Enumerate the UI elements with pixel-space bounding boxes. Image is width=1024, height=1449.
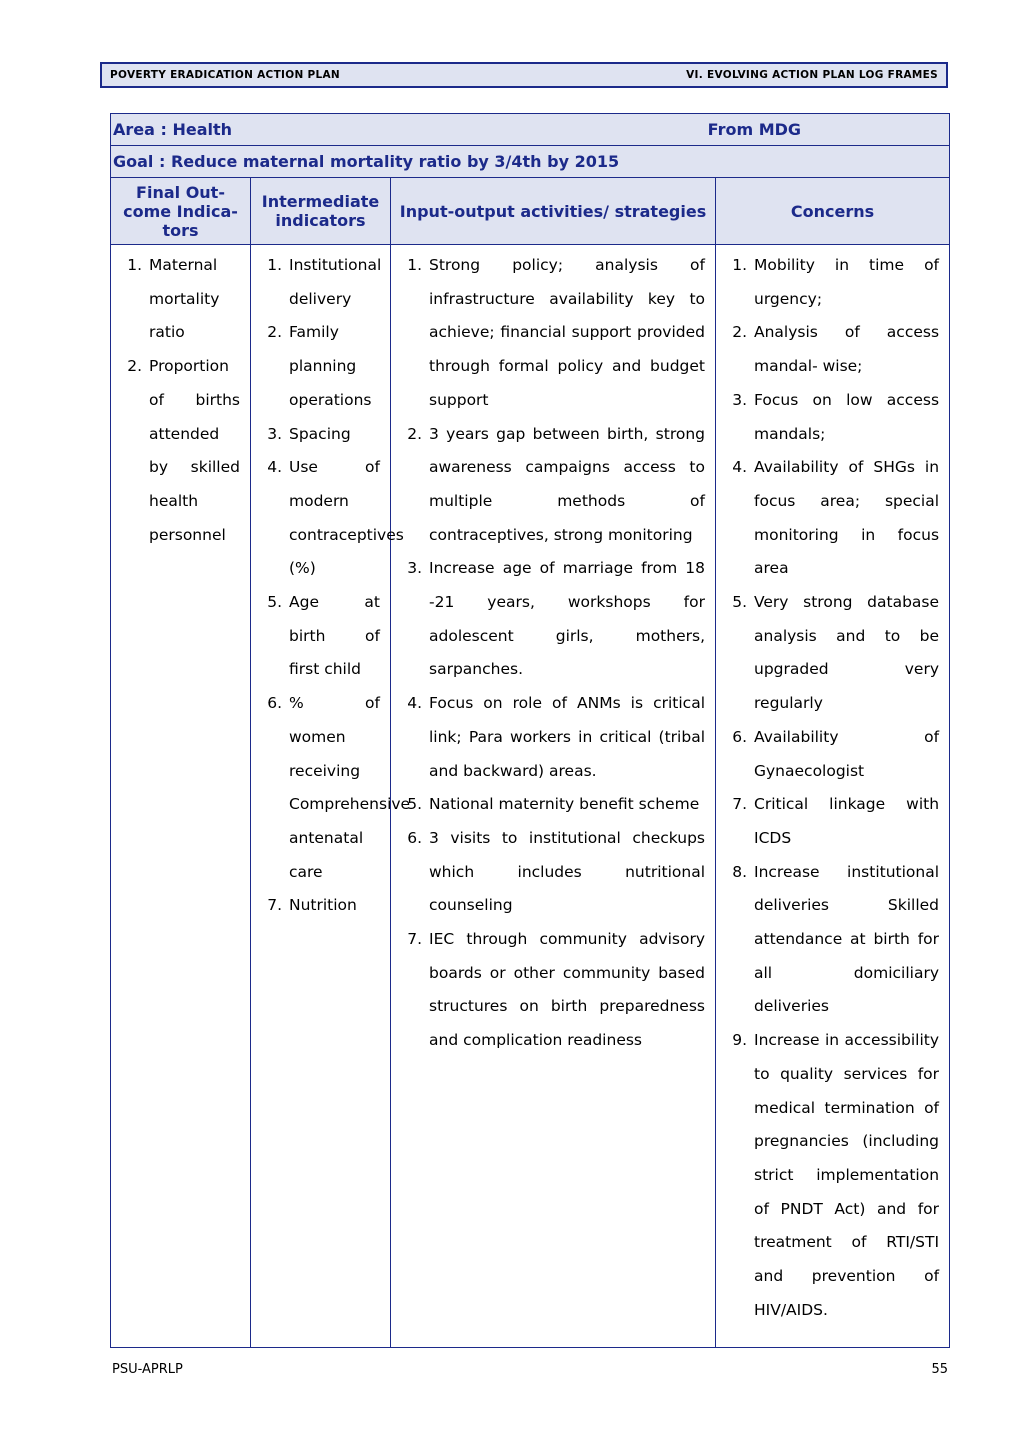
list-item: 4. Use of modern contraceptives (%) [287,451,380,586]
area-row [111,114,950,146]
list-item: 7. IEC through community advisory boards or other community based structures on birth preparedness and complication readiness [427,923,705,1058]
list-item: 5. National maternity benefit scheme [427,788,705,822]
list-item: 2. Analysis of access mandal- wise; [752,316,939,383]
list-item: 5. Very strong database analysis and to be upgraded very regularly [752,586,939,721]
intermediate-list [261,249,411,923]
header-left-title: POVERTY ERADICATION ACTION PLAN [110,69,341,81]
goal-text: Goal : Reduce maternal mortality ratio by 3/4th by 2015 [111,146,950,178]
area-from: From MDG [707,120,802,139]
activities-cell [391,245,716,1348]
list-item: 1. Maternal mortality ratio [147,249,240,350]
final-outcome-list [121,249,240,552]
page-number: 55 [931,1362,948,1377]
activities-list [401,249,705,1058]
list-item: 5. Age at birth of first child [287,586,380,687]
column-header-final-outcome: Final Out-come Indica-tors [111,178,251,245]
concerns-cell [716,245,950,1348]
list-item: 2. Proportion of births attended by skilled health personnel [147,350,240,552]
log-frame-table [110,113,950,1348]
list-item: 1. Strong policy; analysis of infrastructure availability key to achieve; financial support provided through formal policy and budget support [427,249,705,418]
list-item: 3. Increase age of marriage from 18 -21 years, workshops for adolescent girls, mothers, sarpanches. [427,552,705,687]
list-item: 2. Family planning operations [287,316,380,417]
content-row [111,245,950,1348]
page-header [100,62,948,88]
list-item: 1. Institutional delivery [287,249,380,316]
list-item: 6. % of women receiving Comprehensive antenatal care [287,687,380,889]
list-item: 3. Focus on low access mandals; [752,384,939,451]
list-item: 6. Availability of Gynaecologist [752,721,939,788]
area-label: Area : Health [113,120,233,139]
footer-org: PSU-APRLP [112,1362,183,1377]
list-item: 3. Spacing [287,418,380,452]
header-right-title: VI. EVOLVING ACTION PLAN LOG FRAMES [686,69,938,81]
list-item: 4. Availability of SHGs in focus area; special monitoring in focus area [752,451,939,586]
column-header-concerns: Concerns [716,178,950,245]
list-item: 1. Mobility in time of urgency; [752,249,939,316]
list-item: 4. Focus on role of ANMs is critical link; Para workers in critical (tribal and backward) areas. [427,687,705,788]
column-header-activities: Input-output activities/ strategies [391,178,716,245]
intermediate-cell [251,245,411,1348]
column-header-intermediate: Intermediate indicators [251,178,391,245]
concerns-list [726,249,939,1328]
list-item: 7. Nutrition [287,889,380,923]
column-header-row [111,178,950,245]
final-outcome-cell [111,245,251,1348]
list-item: 8. Increase institutional deliveries Skilled attendance at birth for all domiciliary deliveries [752,856,939,1025]
list-item: 6. 3 visits to institutional checkups which includes nutritional counseling [427,822,705,923]
goal-row [111,146,950,178]
list-item: 7. Critical linkage with ICDS [752,788,939,855]
list-item: 9. Increase in accessibility to quality services for medical termination of pregnancies (including strict implementation of PNDT Act) and for treatment of RTI/STI and prevention of HIV/AIDS. [752,1024,939,1327]
list-item: 2. 3 years gap between birth, strong awareness campaigns access to multiple methods of contraceptives, strong monitoring [427,418,705,553]
